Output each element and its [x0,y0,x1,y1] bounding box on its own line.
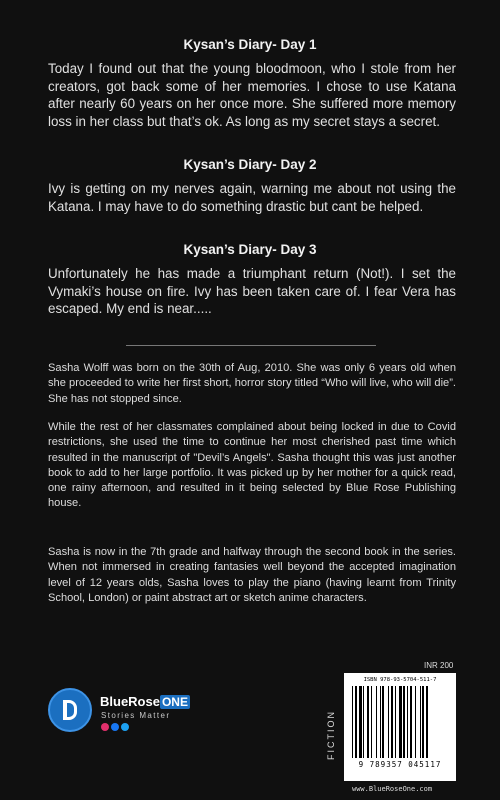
facebook-icon [111,723,119,731]
diary-day1-text: Today I found out that the young bloodmoon, who I stole from her creators, got back some of her memories. I chose to use Katana after nearly 60 years on her once more. She suffered more memory loss in her class but that’s ok. As long as my secret stays a secret. [48,61,456,129]
barcode-bar [422,686,424,758]
barcode-bar [410,686,412,758]
barcode-bar [426,686,428,758]
publisher-brand [100,694,190,709]
author-bio-paragraph-2: While the rest of her classmates complained about being locked in due to Covid restrictions, she used the time to continue her most cherished past time which resulted in the manuscript of "Devil’s Angels". Sasha thought this was just another book to add to her large portfolio. It was picked up by her mother for a quick read, one rainy afternoon, and resulted in it being selected by Blue Rose Publishing house. [48,421,456,510]
barcode-bar [403,686,405,758]
diary-day1-title: Kysan’s Diary- Day 1 [183,37,317,52]
barcode-bar [367,686,369,758]
price-label: INR 200 [424,661,454,670]
barcode-bar [420,686,421,758]
barcode-bar [391,686,393,758]
diary-day3-title: Kysan’s Diary- Day 3 [183,242,317,257]
publisher-website: www.BlueRoseOne.com [352,785,433,793]
barcode-bar [380,686,381,758]
twitter-icon [121,723,129,731]
barcode-bar [407,686,408,758]
barcode-bar [382,686,384,758]
isbn-top-text: ISBN 978-93-5704-511-7 [363,677,437,683]
instagram-icon [101,723,109,731]
diary-day2-title: Kysan’s Diary- Day 2 [183,157,317,172]
barcode-bar [399,686,402,758]
brand-one-text: ONE [161,695,188,709]
genre-label: FICTION [326,710,336,760]
barcode-bar [355,686,357,758]
barcode-bar [388,686,389,758]
author-bio-paragraph-3: Sasha is now in the 7th grade and halfway through the second book in the series. When not immersed in creating fantasies well beyond the accepted imagination level of 12 years olds, Sasha loves to play the piano (having learnt from Trinity School, London) or paint abstract art or sketch anime characters. [48,546,456,604]
barcode-bars [350,686,450,758]
publisher-tagline: Stories Matter [101,711,171,720]
isbn-bottom-text: 9 789357 045117 [358,760,442,769]
diary-day2-text: Ivy is getting on my nerves again, warning me about not using the Katana. I may have to do something drastic but cant be helped. [48,181,456,214]
bluerose-logo-icon [48,688,92,732]
barcode-bar [359,686,362,758]
social-icons [101,723,131,733]
barcode-bar [376,686,377,758]
barcode-bar [395,686,396,758]
barcode-bar [363,686,364,758]
barcode-bar [371,686,372,758]
author-bio-paragraph-1: Sasha Wolff was born on the 30th of Aug, 2010. She was only 6 years old when she proceeded to write her first short, horror story titled “Who will live, who will die”. She has not stopped since. [48,362,456,405]
barcode-bar [415,686,416,758]
isbn-barcode [344,673,456,781]
section-divider [126,345,376,346]
brand-main-text: BlueRose [100,694,160,709]
diary-day3-text: Unfortunately he has made a triumphant return (Not!). I set the Vymaki’s house on fire. Ivy has been taken care of. I fear Vera has escaped. My end is near..... [48,266,456,317]
barcode-bar [352,686,353,758]
